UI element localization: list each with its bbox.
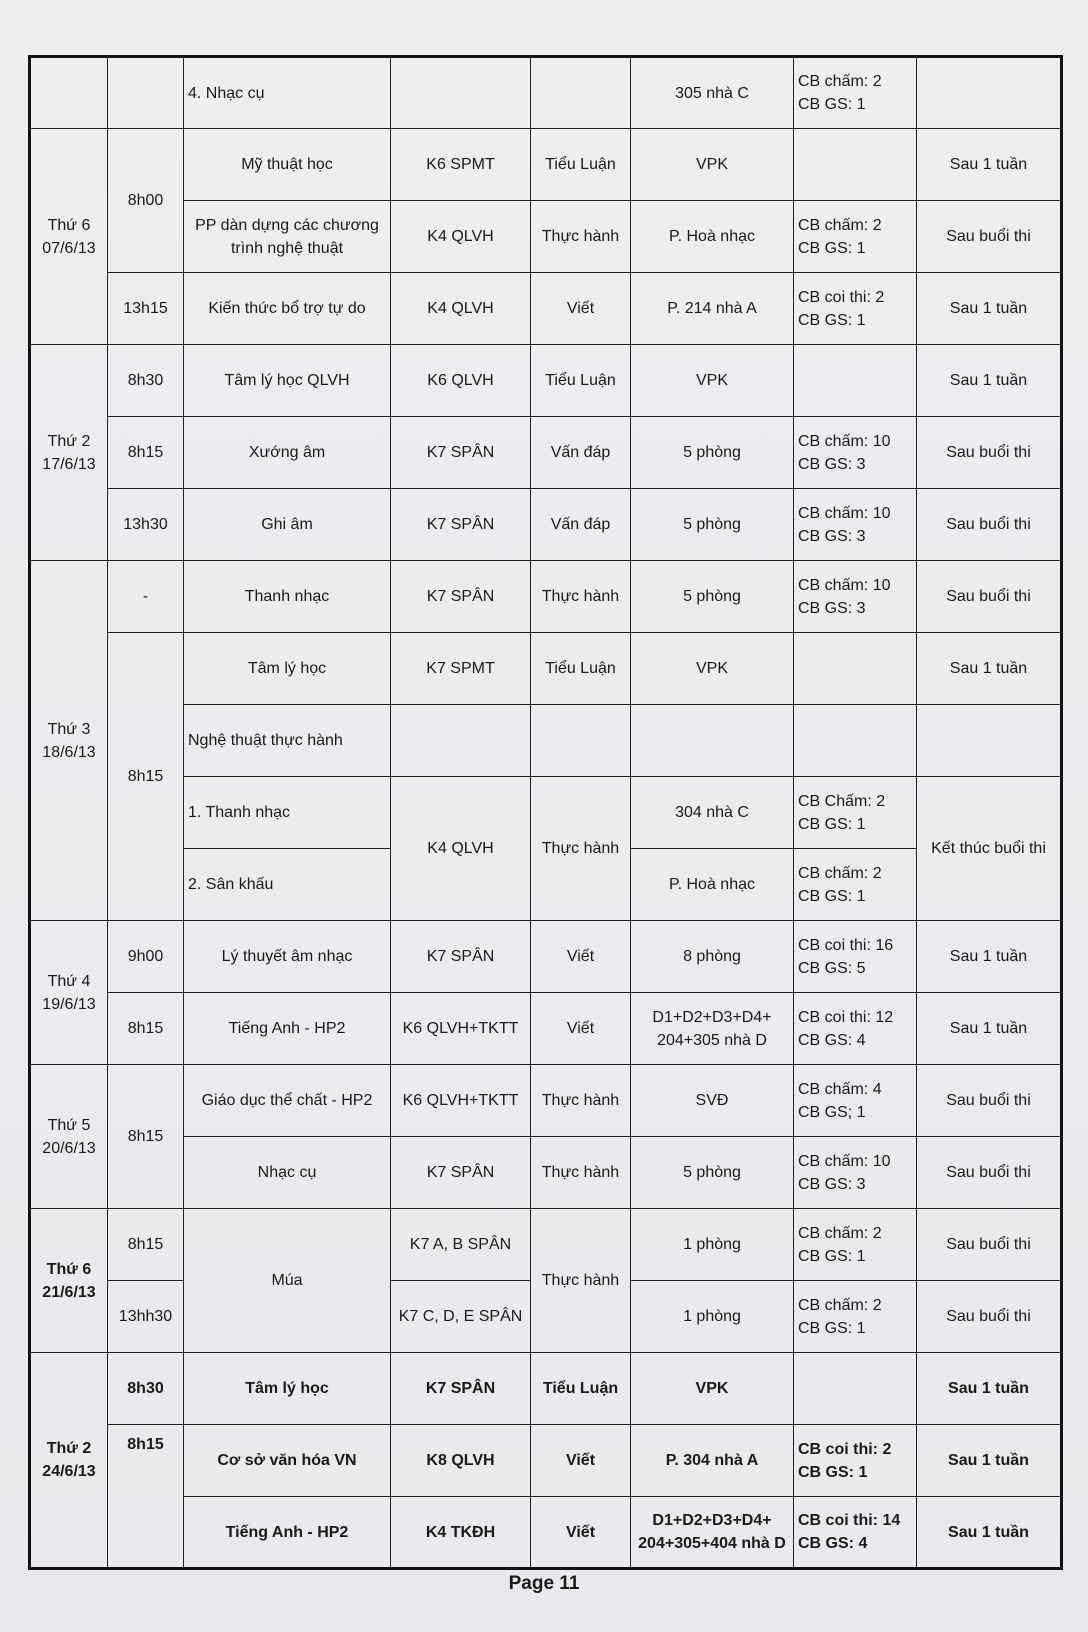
exam-form-cell: Thực hành <box>531 561 631 633</box>
time-cell: 13h30 <box>108 489 184 561</box>
staff-cell: CB chấm: 2 CB GS: 1 <box>794 1281 917 1353</box>
subject-cell: Xướng âm <box>184 417 391 489</box>
room-cell: 304 nhà C <box>631 777 794 849</box>
table-row <box>30 1425 1062 1497</box>
result-cell: Sau 1 tuần <box>917 921 1062 993</box>
staff-cell: CB coi thi: 2 CB GS: 1 <box>794 273 917 345</box>
table-row <box>30 777 1062 849</box>
subject-cell: Mỹ thuật học <box>184 129 391 201</box>
room-cell: VPK <box>631 345 794 417</box>
subject-cell: Nhạc cụ <box>184 1137 391 1209</box>
time-cell: 8h15 <box>108 1065 184 1209</box>
table-row <box>30 273 1062 345</box>
room-cell: 5 phòng <box>631 417 794 489</box>
time-cell: 9h00 <box>108 921 184 993</box>
result-cell: Sau buổi thi <box>917 1209 1062 1281</box>
staff-cell <box>794 705 917 777</box>
room-cell: 5 phòng <box>631 561 794 633</box>
class-cell: K7 SPMT <box>391 633 531 705</box>
page-number: Page 11 <box>508 1573 580 1594</box>
room-cell: 1 phòng <box>631 1281 794 1353</box>
exam-form-cell: Thực hành <box>531 1209 631 1353</box>
staff-cell <box>794 1353 917 1425</box>
class-cell: K6 QLVH+TKTT <box>391 993 531 1065</box>
result-cell: Sau buổi thi <box>917 417 1062 489</box>
day-cell: Thứ 3 18/6/13 <box>30 561 108 921</box>
table-row <box>30 705 1062 777</box>
staff-cell: CB chấm: 10 CB GS: 3 <box>794 417 917 489</box>
day-cell: Thứ 5 20/6/13 <box>30 1065 108 1209</box>
class-cell: K7 SPÂN <box>391 489 531 561</box>
room-cell <box>631 705 794 777</box>
time-cell: 13hh30 <box>108 1281 184 1353</box>
staff-cell: CB coi thi: 14 CB GS: 4 <box>794 1497 917 1569</box>
subject-cell: Tâm lý học <box>184 633 391 705</box>
class-cell: K6 SPMT <box>391 129 531 201</box>
class-cell: K7 SPÂN <box>391 921 531 993</box>
exam-form-cell: Thực hành <box>531 1065 631 1137</box>
time-cell: 8h15 <box>108 993 184 1065</box>
table-row <box>30 1497 1062 1569</box>
exam-form-cell: Tiểu Luận <box>531 1353 631 1425</box>
class-cell: K4 QLVH <box>391 201 531 273</box>
subject-cell: Thanh nhạc <box>184 561 391 633</box>
subject-cell: 2. Sân khấu <box>184 849 391 921</box>
table-row <box>30 633 1062 705</box>
day-cell: Thứ 4 19/6/13 <box>30 921 108 1065</box>
exam-form-cell: Thực hành <box>531 201 631 273</box>
staff-cell: CB coi thi: 12 CB GS: 4 <box>794 993 917 1065</box>
subject-cell: PP dàn dựng các chương trình nghệ thuật <box>184 201 391 273</box>
subject-cell: Tiếng Anh - HP2 <box>184 993 391 1065</box>
staff-cell: CB chấm: 2 CB GS: 1 <box>794 1209 917 1281</box>
subject-cell: 4. Nhạc cụ <box>184 57 391 129</box>
staff-cell: CB chấm: 2 CB GS: 1 <box>794 849 917 921</box>
time-cell: 8h30 <box>108 345 184 417</box>
staff-cell: CB Chấm: 2 CB GS: 1 <box>794 777 917 849</box>
table-row <box>30 561 1062 633</box>
exam-form-cell: Tiểu Luận <box>531 345 631 417</box>
exam-form-cell: Viết <box>531 921 631 993</box>
subject-cell: Nghệ thuật thực hành <box>184 705 391 777</box>
result-cell: Sau 1 tuần <box>917 1497 1062 1569</box>
room-cell: 5 phòng <box>631 489 794 561</box>
result-cell: Sau buổi thi <box>917 1281 1062 1353</box>
exam-form-cell <box>531 705 631 777</box>
result-cell: Sau 1 tuần <box>917 345 1062 417</box>
day-cell: Thứ 6 07/6/13 <box>30 129 108 345</box>
room-cell: 1 phòng <box>631 1209 794 1281</box>
result-cell: Kết thúc buổi thi <box>917 777 1062 921</box>
time-cell: 13h15 <box>108 273 184 345</box>
table-row <box>30 1209 1062 1281</box>
exam-form-cell: Thực hành <box>531 1137 631 1209</box>
subject-cell: Cơ sở văn hóa VN <box>184 1425 391 1497</box>
result-cell: Sau buổi thi <box>917 561 1062 633</box>
staff-cell: CB chấm: 4 CB GS; 1 <box>794 1065 917 1137</box>
room-cell: VPK <box>631 1353 794 1425</box>
staff-cell <box>794 345 917 417</box>
exam-form-cell: Viết <box>531 1425 631 1497</box>
class-cell <box>391 57 531 129</box>
result-cell: Sau buổi thi <box>917 1137 1062 1209</box>
time-cell: - <box>108 561 184 633</box>
room-cell: D1+D2+D3+D4+ 204+305 nhà D <box>631 993 794 1065</box>
room-cell: P. Hoà nhạc <box>631 849 794 921</box>
room-cell: P. Hoà nhạc <box>631 201 794 273</box>
staff-cell <box>794 129 917 201</box>
result-cell: Sau 1 tuần <box>917 1353 1062 1425</box>
subject-cell: Ghi âm <box>184 489 391 561</box>
time-cell: 8h30 <box>108 1353 184 1425</box>
subject-cell: Tiếng Anh - HP2 <box>184 1497 391 1569</box>
class-cell: K4 QLVH <box>391 777 531 921</box>
time-cell: 8h15 <box>108 1425 184 1569</box>
room-cell: VPK <box>631 633 794 705</box>
time-cell: 8h15 <box>108 633 184 921</box>
subject-cell: Giáo dục thể chất - HP2 <box>184 1065 391 1137</box>
day-cell: Thứ 2 17/6/13 <box>30 345 108 561</box>
table-row <box>30 57 1062 129</box>
class-cell: K7 C, D, E SPÂN <box>391 1281 531 1353</box>
table-row <box>30 1137 1062 1209</box>
room-cell: 305 nhà C <box>631 57 794 129</box>
result-cell: Sau 1 tuần <box>917 993 1062 1065</box>
class-cell: K7 SPÂN <box>391 1353 531 1425</box>
result-cell: Sau 1 tuần <box>917 1425 1062 1497</box>
exam-form-cell: Vấn đáp <box>531 417 631 489</box>
result-cell <box>917 705 1062 777</box>
table-row <box>30 921 1062 993</box>
class-cell: K7 SPÂN <box>391 1137 531 1209</box>
result-cell: Sau 1 tuần <box>917 273 1062 345</box>
class-cell <box>391 705 531 777</box>
staff-cell: CB chấm: 10 CB GS: 3 <box>794 1137 917 1209</box>
exam-form-cell: Thực hành <box>531 777 631 921</box>
room-cell: SVĐ <box>631 1065 794 1137</box>
subject-cell: 1. Thanh nhạc <box>184 777 391 849</box>
exam-form-cell: Viết <box>531 1497 631 1569</box>
class-cell: K4 TKĐH <box>391 1497 531 1569</box>
exam-form-cell: Tiểu Luận <box>531 129 631 201</box>
subject-cell: Lý thuyết âm nhạc <box>184 921 391 993</box>
time-cell: 8h00 <box>108 129 184 273</box>
class-cell: K6 QLVH <box>391 345 531 417</box>
class-cell: K6 QLVH+TKTT <box>391 1065 531 1137</box>
time-cell: 8h15 <box>108 1209 184 1281</box>
table-row <box>30 1353 1062 1425</box>
result-cell: Sau buổi thi <box>917 489 1062 561</box>
subject-cell: Múa <box>184 1209 391 1353</box>
time-cell <box>108 57 184 129</box>
class-cell: K7 SPÂN <box>391 561 531 633</box>
staff-cell: CB chấm: 2 CB GS: 1 <box>794 201 917 273</box>
day-cell: Thứ 2 24/6/13 <box>30 1353 108 1569</box>
class-cell: K7 SPÂN <box>391 417 531 489</box>
table-row <box>30 489 1062 561</box>
room-cell: VPK <box>631 129 794 201</box>
exam-form-cell: Viết <box>531 273 631 345</box>
exam-form-cell: Viết <box>531 993 631 1065</box>
subject-cell: Tâm lý học QLVH <box>184 345 391 417</box>
table-row <box>30 345 1062 417</box>
class-cell: K8 QLVH <box>391 1425 531 1497</box>
class-cell: K4 QLVH <box>391 273 531 345</box>
room-cell: P. 304 nhà A <box>631 1425 794 1497</box>
exam-form-cell: Tiểu Luận <box>531 633 631 705</box>
staff-cell: CB coi thi: 16 CB GS: 5 <box>794 921 917 993</box>
subject-cell: Tâm lý học <box>184 1353 391 1425</box>
staff-cell: CB coi thi: 2 CB GS: 1 <box>794 1425 917 1497</box>
staff-cell <box>794 633 917 705</box>
time-cell: 8h15 <box>108 417 184 489</box>
result-cell <box>917 57 1062 129</box>
class-cell: K7 A, B SPÂN <box>391 1209 531 1281</box>
staff-cell: CB chấm: 10 CB GS: 3 <box>794 561 917 633</box>
table-row <box>30 129 1062 201</box>
result-cell: Sau 1 tuần <box>917 633 1062 705</box>
room-cell: D1+D2+D3+D4+ 204+305+404 nhà D <box>631 1497 794 1569</box>
table-row <box>30 201 1062 273</box>
exam-schedule-table <box>28 55 1063 1570</box>
result-cell: Sau buổi thi <box>917 1065 1062 1137</box>
subject-cell: Kiến thức bổ trợ tự do <box>184 273 391 345</box>
exam-form-cell <box>531 57 631 129</box>
day-cell: Thứ 6 21/6/13 <box>30 1209 108 1353</box>
staff-cell: CB chấm: 10 CB GS: 3 <box>794 489 917 561</box>
room-cell: 5 phòng <box>631 1137 794 1209</box>
result-cell: Sau buổi thi <box>917 201 1062 273</box>
day-cell <box>30 57 108 129</box>
table-row <box>30 417 1062 489</box>
result-cell: Sau 1 tuần <box>917 129 1062 201</box>
table-row <box>30 993 1062 1065</box>
staff-cell: CB chấm: 2 CB GS: 1 <box>794 57 917 129</box>
room-cell: 8 phòng <box>631 921 794 993</box>
exam-form-cell: Vấn đáp <box>531 489 631 561</box>
room-cell: P. 214 nhà A <box>631 273 794 345</box>
table-row <box>30 1065 1062 1137</box>
